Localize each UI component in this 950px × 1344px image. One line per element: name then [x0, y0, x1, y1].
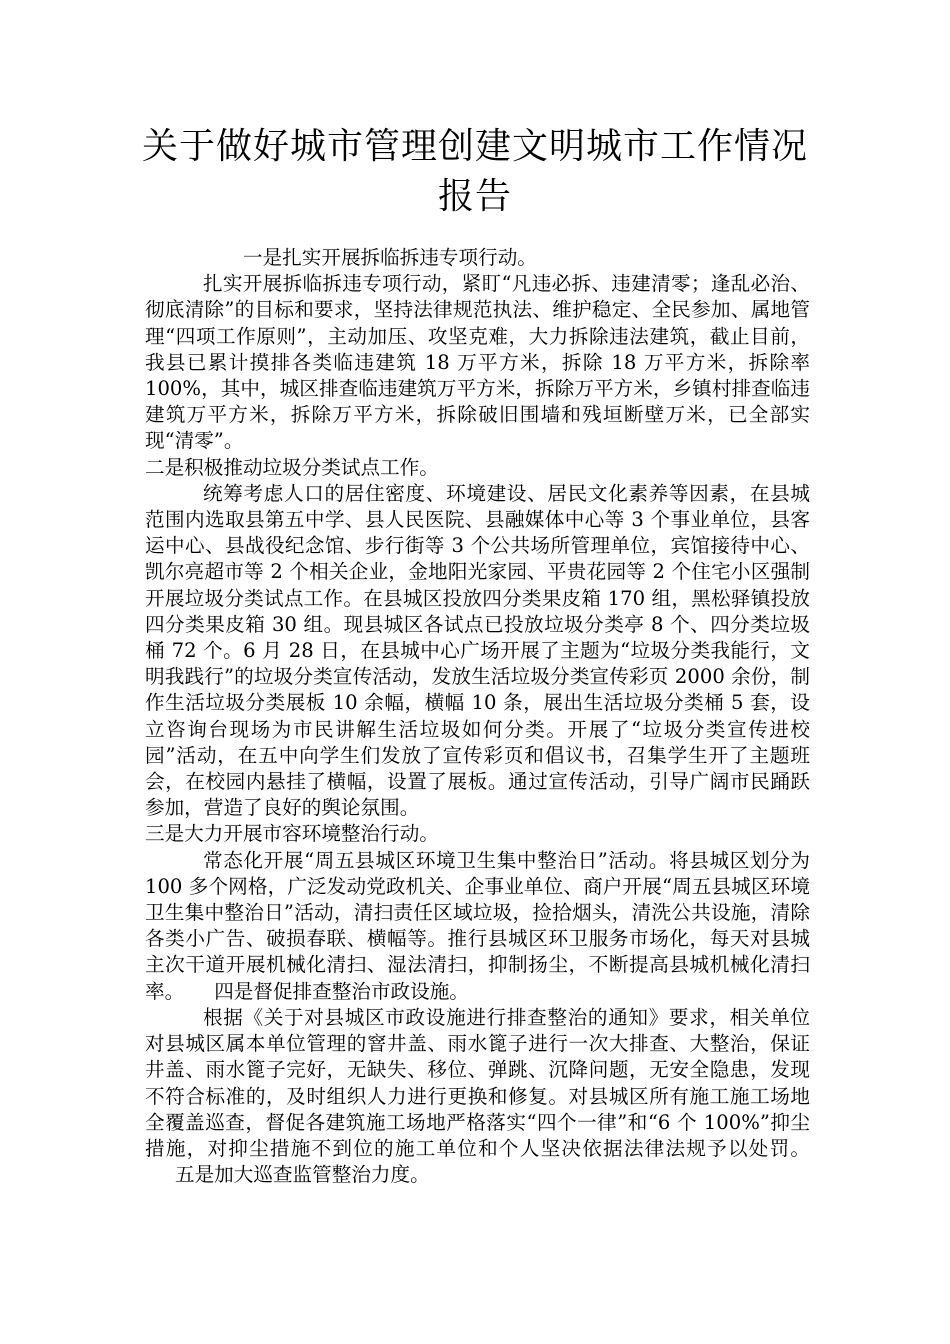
section-heading-4: 四是督促排查整治市政设施。	[214, 979, 469, 1003]
paragraph-4-text: 根据《关于对县城区市政设施进行排查整治的通知》要求，相关单位对县城区属本单位管理的窨井盖、雨水篦子进行一次大排查、大整治，保证井盖、雨水篦子完好，无缺失、移位、弹跳、沉降问题，无安全隐患，发现不符合标准的，及时组织人力进行更换和修复。对县城区所有施工施工场地全覆盖巡查，督促各建筑施工场地严格落实“四个一律”和“6 个 100%”抑尘措施，对抑尘措施不到位的施工单位和个人坚决依据法律法规予以处罚。	[145, 1005, 810, 1160]
paragraph-4	[145, 1005, 810, 1188]
title-line-1: 关于做好城市管理创建文明城市工作情况	[141, 126, 808, 167]
section-heading-5: 五是加大巡查监管整治力度。	[175, 1163, 430, 1187]
section-heading-2: 二是积极推动垃圾分类试点工作。	[145, 455, 439, 479]
document-body	[145, 245, 810, 1188]
section-heading-3: 三是大力开展市容环境整治行动。	[145, 822, 439, 846]
paragraph-1: 扎实开展拆临拆违专项行动，紧盯“凡违必拆、违建清零；逢乱必治、彻底清除”的目标和要求，坚持法律规范执法、维护稳定、全民参加、属地管理“四项工作原则”，主动加压、攻坚克难，大力拆除违法建筑，截止目前，我县已累计摸排各类临违建筑 18 万平方米，拆除 18 万平方米，拆除率 100%，其中，城区排查临违建筑万平方米，拆除万平方米，乡镇村排查临违建筑万平方米，拆除万平方米，拆除破旧围墙和残垣断壁万米，已全部实现“清零”。	[145, 272, 810, 453]
section-heading-1: 一是扎实开展拆临拆违专项行动。	[243, 246, 537, 269]
paragraph-3	[145, 848, 810, 1005]
document-title	[120, 122, 830, 222]
title-line-2: 报告	[437, 176, 512, 217]
paragraph-3-text: 常态化开展“周五县城区环境卫生集中整治日”活动。将县城区划分为 100 多个网格，广泛发动党政机关、企事业单位、商户开展“周五县城区环境卫生集中整治日”活动，清扫责任区域垃圾，捡拾烟头，清洗公共设施，清除各类小广告、破损春联、横幅等。推行县城区环卫服务市场化，每天对县城主次干道开展机械化清扫、湿法清扫，抑制扬尘，不断提高县城机械化清扫率。	[145, 848, 810, 1003]
paragraph-2: 统筹考虑人口的居住密度、环境建设、居民文化素养等因素，在县城范围内选取县第五中学、县人民医院、县融媒体中心等 3 个事业单位，县客运中心、县战役纪念馆、步行街等 3 个公共场所管理单位，宾馆接待中心、凯尔亮超市等 2 个相关企业，金地阳光家园、平贵花园等 2 个住宅小区强制开展垃圾分类试点工作。在县城区投放四分类果皮箱 170 组，黑松驿镇投放四分类果皮箱 30 组。现县城区各试点已投放垃圾分类亭 8 个、四分类垃圾桶 72 个。6 月 28 日，在县城中心广场开展了主题为“垃圾分类我能行，文明我践行”的垃圾分类宣传活动，发放生活垃圾分类宣传彩页 2000 余份，制作生活垃圾分类展板 10 余幅，横幅 10 条，展出生活垃圾分类桶 5 套，设立咨询台现场为市民讲解生活垃圾如何分类。开展了“垃圾分类宣传进校园”活动，在五中向学生们发放了宣传彩页和倡议书，召集学生开了主题班会，在校园内悬挂了横幅，设置了展板。通过宣传活动，引导广阔市民踊跃参加，营造了良好的舆论氛围。	[145, 481, 810, 820]
